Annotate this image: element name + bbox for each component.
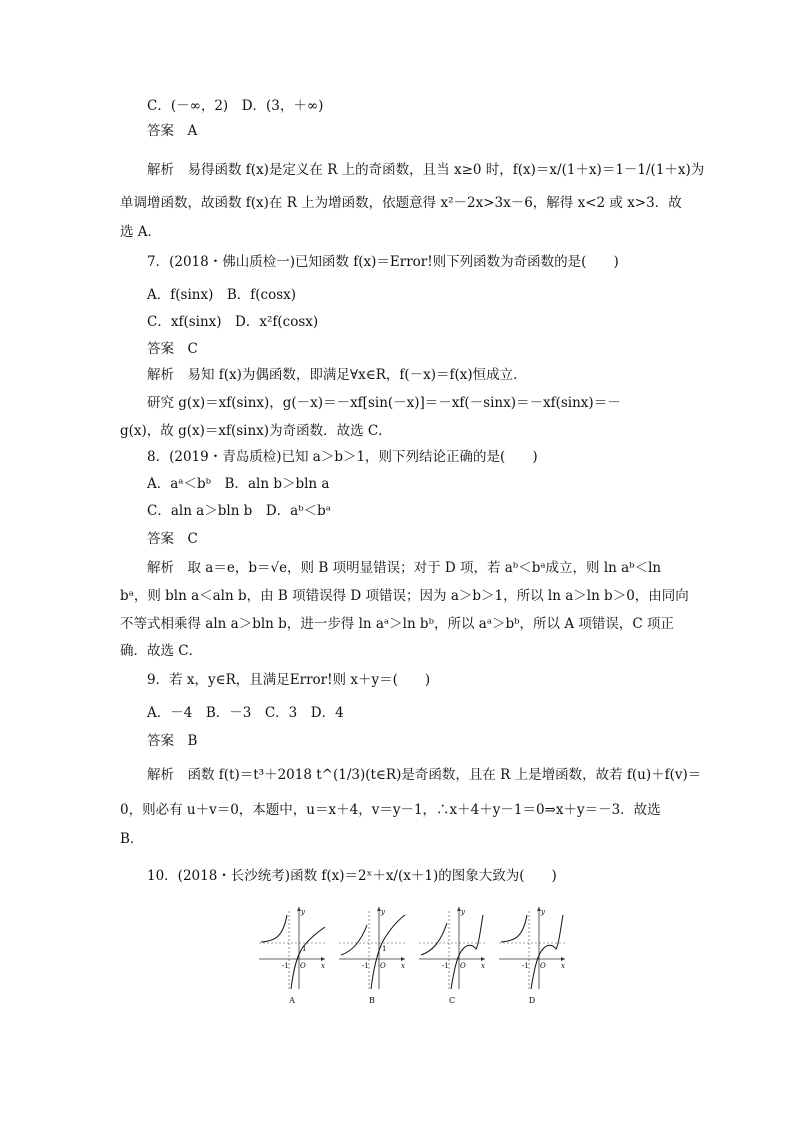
- q7-solution-line1: 解析 易知 f(x)为偶函数，即满足∀x∈R，f(－x)＝f(x)恒成立．: [147, 367, 527, 383]
- q8-solution-line3: 不等式相乘得 aln a＞bln b，进一步得 ln aᵃ＞ln bᵇ，所以 aᵃ＞bᵇ，所以 A 项错误，C 项正: [120, 616, 675, 632]
- q6-solution-line1: 解析 易得函数 f(x)是定义在 R 上的奇函数，且当 x≥0 时，f(x)＝x/(1＋x)＝1－1/(1＋x)为: [147, 162, 705, 178]
- graph-c-y-label: y: [461, 908, 465, 916]
- graph-option-b: [335, 905, 409, 1005]
- q9-solution-line3: B．: [120, 831, 144, 847]
- graph-a-y-label: y: [301, 908, 305, 916]
- graph-option-a: [255, 905, 329, 1005]
- graph-a-caption: A: [289, 996, 295, 1005]
- graph-a-plot: [255, 905, 329, 991]
- graph-option-d: [495, 905, 569, 1005]
- q8-options-ab: A．aᵃ＜bᵇ B．aln b＞bln a: [147, 476, 330, 492]
- graph-d-plot: [495, 905, 569, 991]
- graph-c-plot: [415, 905, 489, 991]
- graph-b-tick-neg: -1: [362, 962, 369, 970]
- graph-c-tick-neg: -1: [442, 962, 449, 970]
- q8-stem: 8．(2019・青岛质检)已知 a＞b＞1，则下列结论正确的是( ): [147, 449, 538, 465]
- q8-solution-line1: 解析 取 a＝e，b＝√e，则 B 项明显错误；对于 D 项，若 aᵇ＜bᵃ成立，则 ln aᵇ＜ln: [147, 560, 662, 576]
- q7-options-cd: C．xf(sinx) D．x²f(cosx): [147, 314, 319, 330]
- q10-stem: 10．(2018・长沙统考)函数 f(x)＝2ˣ＋x/(x＋1)的图象大致为( ): [147, 868, 557, 884]
- q6-options-cd: C．(－∞，2) D．(3，＋∞): [147, 98, 324, 114]
- q6-answer: 答案 A: [147, 123, 198, 139]
- graph-a-origin: O: [300, 962, 306, 970]
- graph-d-origin: O: [540, 962, 546, 970]
- q7-options-ab: A．f(sinx) B．f(cosx): [147, 287, 297, 303]
- q8-solution-line4: 确．故选 C．: [120, 643, 203, 659]
- q10-graph-options: [255, 905, 571, 1005]
- q8-solution-line2: bᵃ，则 bln a＜aln b，由 B 项错误得 D 项错误；因为 a＞b＞1，所以 ln a＞ln b＞0，由同向: [120, 588, 689, 604]
- graph-d-caption: D: [528, 996, 536, 1005]
- graph-c-origin: O: [460, 962, 466, 970]
- q7-stem: 7．(2018・佛山质检一)已知函数 f(x)＝Error!则下列函数为奇函数的是( ): [147, 254, 619, 270]
- graph-b-origin: O: [380, 962, 386, 970]
- graph-c-x-label: x: [481, 962, 485, 970]
- q7-answer: 答案 C: [147, 341, 198, 357]
- q9-solution-line2: 0，则必有 u＋v＝0，本题中，u＝x＋4，v＝y－1，∴x＋4＋y－1＝0⇒x＋y＝－3．故选: [120, 802, 661, 818]
- graph-option-c: [415, 905, 489, 1005]
- q9-options: A．－4 B．－3 C．3 D．4: [147, 705, 344, 721]
- graph-a-tick-pos: 1: [302, 945, 307, 953]
- q9-solution-line1: 解析 函数 f(t)＝t³＋2018 t^(1/3)(t∈R)是奇函数，且在 R 上是增函数，故若 f(u)＋f(v)＝: [147, 767, 702, 783]
- q8-options-cd: C．aln a＞bln b D．aᵇ＜bᵃ: [147, 503, 331, 519]
- graph-b-tick-pos: 1: [382, 945, 387, 953]
- graph-b-x-label: x: [401, 962, 405, 970]
- q8-answer: 答案 C: [147, 531, 198, 547]
- graph-b-y-label: y: [381, 908, 385, 916]
- graph-d-tick-neg: -1: [522, 962, 529, 970]
- graph-c-caption: C: [448, 996, 456, 1005]
- q7-solution-line3: g(x)，故 g(x)＝xf(sinx)为奇函数．故选 C．: [120, 423, 392, 439]
- q7-solution-line2: 研究 g(x)＝xf(sinx)，g(－x)＝－xf[sin(－x)]＝－xf(－sinx)＝－xf(sinx)＝－: [147, 395, 621, 411]
- q9-answer: 答案 B: [147, 733, 198, 749]
- graph-d-x-label: x: [561, 962, 565, 970]
- graph-a-x-label: x: [321, 962, 325, 970]
- q6-solution-line3: 选 A．: [120, 224, 162, 240]
- graph-b-plot: [335, 905, 409, 991]
- q9-stem: 9．若 x，y∈R，且满足Error!则 x＋y＝( ): [147, 672, 431, 688]
- graph-d-y-label: y: [541, 908, 545, 916]
- graph-b-caption: B: [369, 996, 375, 1005]
- graph-a-tick-neg: -1: [282, 962, 289, 970]
- q6-solution-line2: 单调增函数，故函数 f(x)在 R 上为增函数，依题意得 x²－2x>3x－6，解得 x<2 或 x>3．故: [120, 195, 682, 211]
